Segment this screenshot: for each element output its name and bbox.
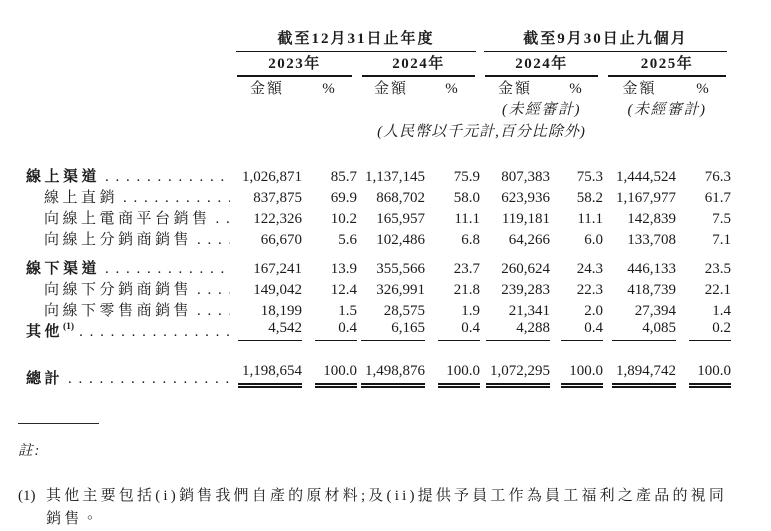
row-label-cell: [26, 278, 232, 299]
amount-header: 金額: [498, 81, 533, 97]
notes-heading: 註:: [18, 443, 42, 459]
period-group-annual: 截至12月31日止年度: [236, 27, 476, 52]
percent-value: 0.4: [438, 320, 480, 341]
percent-cell: 2.0: [584, 303, 604, 319]
row-label: 線上渠道: [26, 169, 101, 185]
amount-value: 4,542: [238, 320, 302, 341]
year-2024-ninemonth-cell: [480, 52, 603, 77]
amount-cell: 807,383: [501, 169, 551, 185]
row-label-cell: [26, 299, 232, 320]
amount-cell: 837,875: [253, 190, 302, 206]
table-row-offline-retailers: [26, 299, 731, 320]
percent-cell: 75.3: [576, 169, 604, 185]
amount-cell: [357, 363, 425, 388]
amount-cell: [480, 363, 550, 388]
percent-cell: 61.7: [704, 190, 732, 206]
dot-leader: [197, 282, 230, 299]
amount-cell: [357, 320, 425, 341]
amount-cell: 446,133: [627, 261, 677, 277]
percent-cell: 11.1: [454, 211, 481, 227]
table-row-online-direct: [26, 186, 731, 207]
percent-cell: 1.4: [712, 303, 732, 319]
percent-cell: [676, 363, 731, 388]
dot-leader: [105, 169, 230, 186]
percent-value: 0.4: [561, 320, 603, 341]
amount-cell: 239,283: [501, 282, 551, 298]
amount-cell: 27,394: [634, 303, 677, 319]
dot-leader: [68, 371, 230, 388]
spacer-cell: [232, 98, 357, 119]
percent-value: 100.0: [561, 363, 603, 388]
spacer-cell: [26, 27, 232, 52]
amount-cell: 133,708: [627, 232, 677, 248]
year-2023: 2023年: [237, 52, 352, 77]
table-row-offline-distributors: [26, 278, 731, 299]
percent-cell: [302, 320, 357, 341]
percent-cell: [425, 320, 480, 341]
period-group-header-row: [26, 27, 731, 52]
dot-leader: [79, 324, 230, 341]
row-label: [26, 320, 74, 341]
table-row-online-distributors: [26, 228, 731, 249]
revenue-breakdown-table: [26, 27, 731, 388]
amount-cell: 868,702: [376, 190, 425, 206]
percent-cell: 6.0: [584, 232, 604, 248]
amount-cell: [480, 320, 550, 341]
percent-cell: 6.8: [461, 232, 481, 248]
amount-cell: 122,326: [253, 211, 302, 227]
currency-unit-row: [26, 119, 731, 141]
percent-cell: 24.3: [576, 261, 604, 277]
spacer-cell: [26, 119, 232, 141]
row-label: 向線上分銷商銷售: [44, 232, 193, 248]
amount-cell: 167,241: [253, 261, 302, 277]
row-label-cell: [26, 320, 232, 341]
percent-cell: [676, 320, 731, 341]
amount-cell: 1,137,145: [365, 169, 425, 185]
percent-value: 0.4: [315, 320, 357, 341]
table-row-online-ecommerce: [26, 207, 731, 228]
percent-value: 100.0: [438, 363, 480, 388]
percent-value: 100.0: [689, 363, 731, 388]
amount-cell: 1,026,871: [242, 169, 302, 185]
amount-cell: [603, 320, 676, 341]
percent-cell: 11.1: [577, 211, 604, 227]
amount-cell: 1,444,524: [616, 169, 677, 185]
spacer-cell: [26, 141, 731, 165]
amount-header: 金額: [622, 81, 657, 97]
percent-value: 0.2: [689, 320, 731, 341]
period-group-ninemonth-cell: [480, 27, 731, 52]
row-label: 向線下分銷商銷售: [44, 282, 193, 298]
percent-header: %: [696, 81, 711, 97]
year-2025-ninemonth-cell: [603, 52, 731, 77]
amount-cell: 18,199: [260, 303, 302, 319]
footnote-divider: [18, 423, 99, 424]
year-2025-ninemonth: 2025年: [608, 52, 726, 77]
amount-cell: 165,957: [376, 211, 425, 227]
footnote-number: (1): [18, 488, 36, 504]
percent-cell: 76.3: [704, 169, 732, 185]
percent-cell: 75.9: [453, 169, 481, 185]
dot-leader: [216, 211, 230, 228]
table-row-others: [26, 320, 731, 341]
row-label-cell: [26, 228, 232, 249]
footnote-marker: (1): [63, 322, 75, 332]
percent-header: %: [569, 81, 584, 97]
amount-cell: 149,042: [253, 282, 302, 298]
amount-cell: 102,486: [376, 232, 425, 248]
amount-cell: 418,739: [627, 282, 677, 298]
percent-cell: 23.7: [453, 261, 481, 277]
spacer-row: [26, 141, 731, 165]
amount-header: 金額: [373, 81, 408, 97]
dot-leader: [105, 261, 230, 278]
unaudited-note-2025: (未經審計): [627, 102, 707, 118]
amount-cell: 119,181: [501, 211, 551, 227]
percent-cell: 7.5: [712, 211, 732, 227]
amount-cell: 21,341: [508, 303, 551, 319]
amount-cell: 355,566: [376, 261, 425, 277]
spacer-cell: [26, 341, 731, 363]
row-label: 向線上電商平台銷售: [44, 211, 211, 227]
percent-cell: 69.9: [330, 190, 357, 206]
year-2024: 2024年: [362, 52, 475, 77]
unaudited-note-row: [26, 98, 731, 119]
year-2023-cell: [232, 52, 357, 77]
amount-value: 1,198,654: [238, 363, 302, 388]
percent-header: %: [445, 81, 460, 97]
period-group-ninemonth: 截至9月30日止九個月: [484, 27, 727, 52]
year-2024-cell: [357, 52, 480, 77]
amount-value: 1,072,295: [486, 363, 550, 388]
unaudited-note-2024: (未經審計): [502, 102, 582, 118]
percent-cell: 12.4: [330, 282, 357, 298]
spacer-row: [26, 341, 731, 363]
percent-value: 100.0: [315, 363, 357, 388]
percent-cell: 22.1: [704, 282, 732, 298]
year-header-row: [26, 52, 731, 77]
percent-cell: 58.0: [453, 190, 481, 206]
spacer-cell: [26, 52, 232, 77]
percent-cell: 1.9: [461, 303, 481, 319]
dot-leader: [197, 232, 230, 249]
percent-cell: 85.7: [330, 169, 357, 185]
amount-cell: 623,936: [501, 190, 551, 206]
row-label: 向線下零售商銷售: [44, 303, 193, 319]
percent-cell: 7.1: [712, 232, 732, 248]
percent-cell: [302, 363, 357, 388]
percent-cell: 10.2: [330, 211, 357, 227]
percent-cell: [425, 363, 480, 388]
year-2024-ninemonth: 2024年: [485, 52, 598, 77]
row-label-cell: [26, 249, 232, 278]
row-label-cell: [26, 207, 232, 228]
row-label: 總計: [26, 371, 64, 387]
percent-cell: 21.8: [453, 282, 481, 298]
amount-cell: 66,670: [260, 232, 302, 248]
amount-value: 1,498,876: [361, 363, 425, 388]
row-label-cell: [26, 186, 232, 207]
currency-unit-note: (人民幣以千元計,百分比除外): [377, 124, 586, 140]
footnote-item: [18, 485, 740, 531]
spacer-cell: [26, 77, 232, 98]
amount-cell: 28,575: [383, 303, 425, 319]
period-group-annual-cell: [232, 27, 480, 52]
amount-cell: [603, 363, 676, 388]
amount-value: 4,085: [612, 320, 676, 341]
percent-cell: [550, 363, 603, 388]
percent-cell: 22.3: [576, 282, 604, 298]
percent-header: %: [322, 81, 337, 97]
dot-leader: [197, 303, 230, 320]
table-row-offline-channels: [26, 249, 731, 278]
amount-header: 金額: [249, 81, 284, 97]
row-label-cell: [26, 363, 232, 388]
percent-cell: 58.2: [576, 190, 604, 206]
amount-value: 6,165: [361, 320, 425, 341]
percent-cell: [550, 320, 603, 341]
percent-cell: 13.9: [330, 261, 357, 277]
table-row-total: [26, 363, 731, 388]
spacer-cell: [26, 98, 232, 119]
amount-cell: 64,266: [508, 232, 551, 248]
amount-value: 1,894,742: [612, 363, 676, 388]
amount-cell: 1,167,977: [616, 190, 677, 206]
amount-cell: [232, 363, 302, 388]
row-label-cell: [26, 165, 232, 186]
spacer-cell: [357, 98, 480, 119]
amount-cell: 326,991: [376, 282, 425, 298]
table-row-online-channels: [26, 165, 731, 186]
dot-leader: [123, 190, 230, 207]
amount-cell: [232, 320, 302, 341]
footnote-text: 其他主要包括(i)銷售我們自產的原材料;及(ii)提供予員工作為員工福利之產品的視同銷售。: [46, 488, 728, 527]
percent-cell: 23.5: [704, 261, 732, 277]
amount-percent-header-row: [26, 77, 731, 98]
amount-cell: 142,839: [627, 211, 677, 227]
percent-cell: 1.5: [338, 303, 357, 319]
percent-cell: 5.6: [338, 232, 357, 248]
row-label-text: 其他: [26, 324, 64, 340]
amount-cell: 260,624: [501, 261, 551, 277]
row-label: 線上直銷: [44, 190, 119, 206]
amount-value: 4,288: [486, 320, 550, 341]
row-label: 線下渠道: [26, 261, 101, 277]
